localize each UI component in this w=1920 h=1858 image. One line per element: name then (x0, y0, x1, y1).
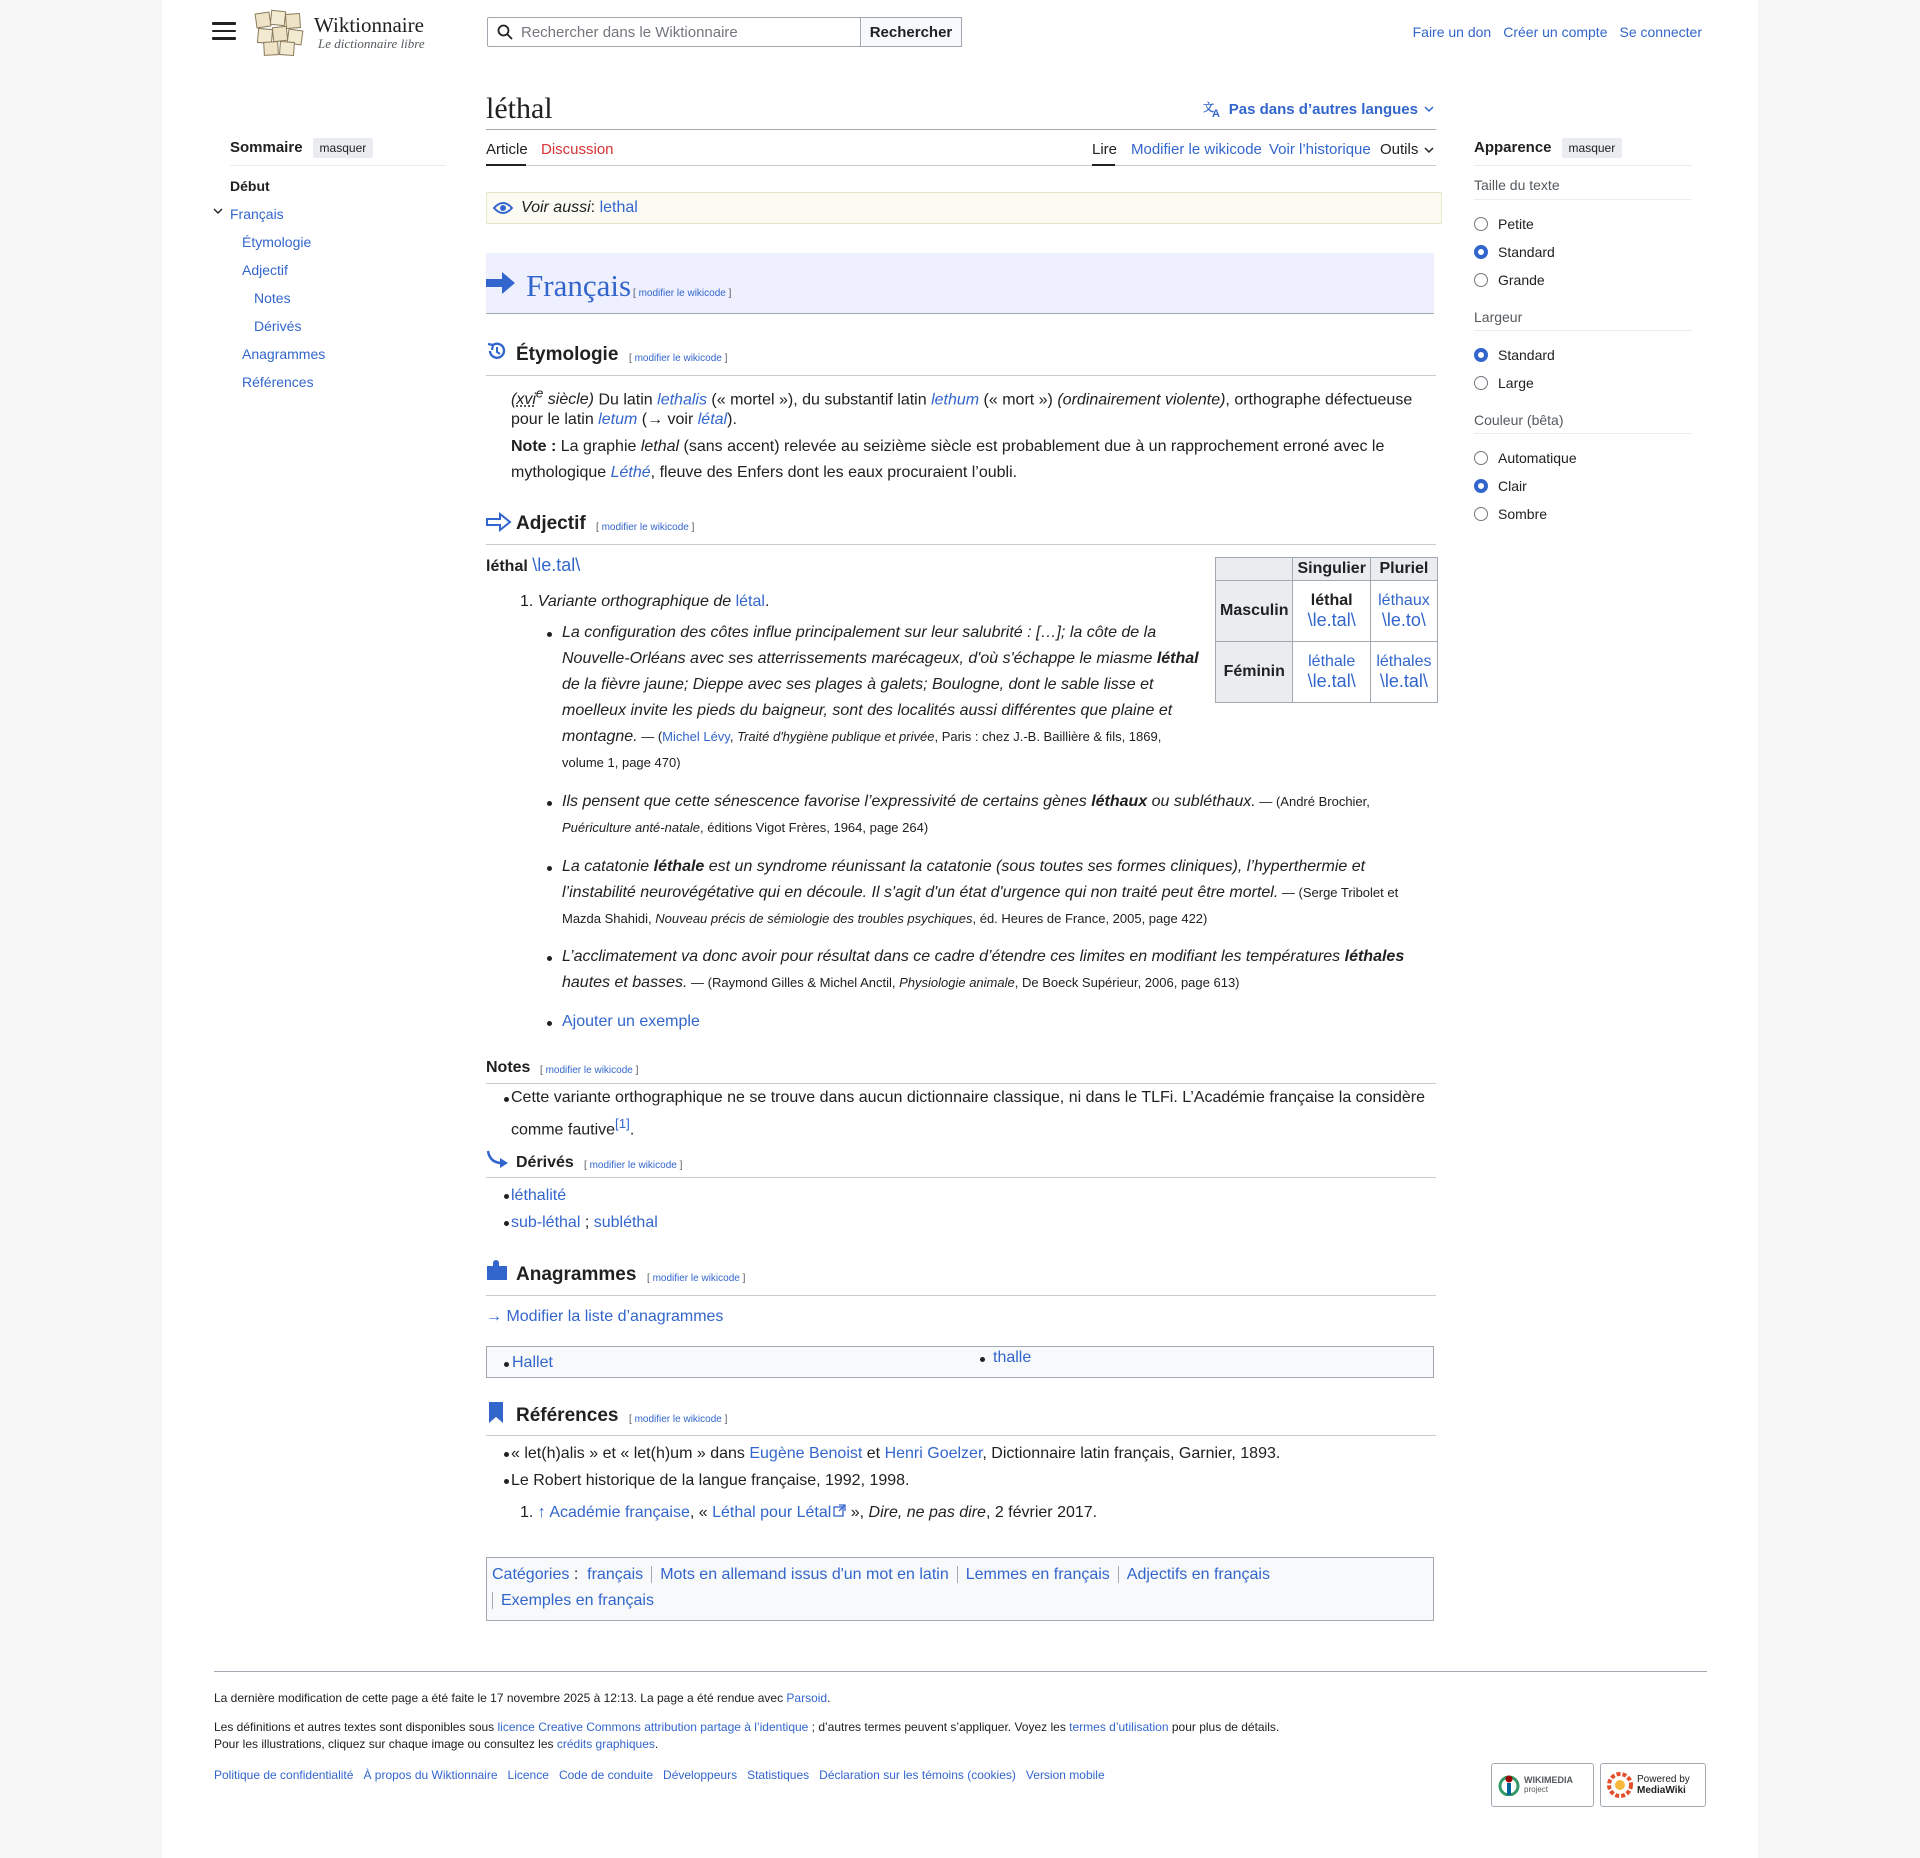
footer-link[interactable]: Déclaration sur les témoins (cookies) (819, 1768, 1016, 1782)
wikimedia-badge[interactable] (1491, 1763, 1594, 1807)
puzzle-icon (486, 1260, 510, 1282)
author-link[interactable]: Michel Lévy (662, 729, 730, 744)
menu-icon-bar (212, 37, 236, 40)
page-title: léthal (486, 92, 553, 125)
text: (« mortel »), du substantif latin (706, 391, 932, 409)
divider (486, 1177, 1436, 1178)
edit-francais[interactable]: [ modifier le wikicode ] (633, 288, 732, 299)
external-link[interactable]: Léthal pour Létal (712, 1504, 832, 1521)
pron-link[interactable]: \le.tal\ (1307, 609, 1356, 630)
text: (« mort ») (979, 391, 1053, 409)
text: ou subléthaux. (1147, 793, 1256, 810)
see-also-box (486, 192, 1442, 224)
text: . (629, 1121, 635, 1139)
separator (492, 1592, 493, 1609)
cell-ms (1293, 581, 1370, 642)
see-also-sep: : (590, 199, 596, 216)
example-1 (562, 620, 1199, 776)
tab-edit[interactable]: Modifier le wikicode (1131, 141, 1262, 158)
anagram-item[interactable]: Hallet (512, 1354, 553, 1371)
def-link[interactable]: létal (735, 593, 765, 610)
appearance-heading-label: Apparence (1474, 139, 1552, 156)
add-example-link[interactable]: Ajouter un exemple (562, 1013, 700, 1030)
toc-hide-button[interactable]: masquer (313, 138, 374, 158)
footer-link[interactable]: Licence (507, 1768, 549, 1782)
text: pour le latin (511, 411, 599, 428)
modify-anagrams-link[interactable]: → Modifier la liste d’anagrammes (486, 1308, 724, 1325)
category-link[interactable]: français (587, 1566, 644, 1583)
tab-read-underline (1092, 164, 1115, 166)
notes-text (511, 1085, 1425, 1143)
text: — (Serge Tribolet et (1278, 885, 1399, 900)
radio-label: Grande (1498, 272, 1545, 288)
text: , éditions Vigot Frères, 1964, page 264) (700, 820, 929, 835)
svg-text:A: A (1211, 108, 1220, 118)
see-also-link[interactable]: lethal (599, 199, 638, 216)
footer-link[interactable]: Politique de confidentialité (214, 1768, 354, 1782)
radio-circle (1474, 273, 1488, 287)
text: , fleuve des Enfers dont les eaux procuraient l’oubli. (650, 464, 1018, 481)
edit-anagrams[interactable]: [ modifier le wikicode ] (647, 1273, 746, 1284)
pron-link[interactable]: \le.to\ (1381, 609, 1426, 630)
mediawiki-label: MediaWiki (1637, 1785, 1686, 1796)
anagrams-heading: Anagrammes (516, 1264, 637, 1285)
logo-tagline: Le dictionnaire libre (318, 36, 425, 51)
century-rest: siècle) (543, 391, 594, 409)
edit-derived[interactable]: [ modifier le wikicode ] (584, 1160, 683, 1171)
text: La catatonie (562, 858, 654, 875)
credits-link[interactable]: crédits graphiques (556, 1737, 655, 1751)
radio-label: Standard (1498, 347, 1555, 363)
etymology-heading: Étymologie (516, 344, 619, 365)
bullet (504, 1479, 509, 1484)
text: : (569, 1566, 579, 1583)
text: Pour les illustrations, cliquez sur chaque image ou consultez les (214, 1737, 557, 1751)
tab-tools[interactable] (1380, 141, 1434, 158)
edit-link[interactable]: modifier le wikicode (601, 522, 689, 533)
radio-circle-selected (1474, 348, 1488, 362)
text: Cette variante orthographique ne se trouve dans aucun dictionnaire classique, ni dans le TLFi. L’Académie française la considère (511, 1089, 1426, 1106)
footnote-link[interactable]: ↑ Académie française (537, 1504, 690, 1521)
century: xvi (516, 391, 536, 409)
edit-link[interactable]: modifier le wikicode (634, 1414, 722, 1425)
radio-large[interactable] (1474, 375, 1534, 391)
cell-fp (1370, 642, 1437, 703)
wikimedia-label: WIKIMEDIA (1524, 1775, 1573, 1785)
pron-link[interactable]: \le.tal\ (1307, 670, 1356, 691)
text: Physiologie animale (899, 975, 1015, 990)
main-menu-button[interactable] (212, 22, 236, 42)
text: ; d’autres termes peuvent s’appliquer. Voyez les (808, 1720, 1070, 1734)
mediawiki-logo-icon (1607, 1772, 1633, 1798)
bullet (547, 632, 552, 637)
text: Du latin (594, 391, 658, 409)
radio-standard-size[interactable] (1474, 244, 1555, 260)
note-label: Note : (511, 438, 557, 455)
text: Nouvelle-Orléans avec ses atterrissements marécageux, d'où s'échappe le miasme (562, 650, 1157, 667)
ref-author-link[interactable]: Eugène Benoist (749, 1445, 863, 1462)
chevron-down-icon (1424, 146, 1434, 154)
text: moelleux invite les pieds du baigneur, sont des localités aussi différentes que plaine et (562, 702, 1173, 719)
radio-clair[interactable] (1474, 478, 1527, 494)
def-num: 1. (520, 593, 534, 610)
separator (957, 1566, 958, 1583)
letal-link[interactable]: létal (697, 411, 728, 428)
text: hautes et basses. (562, 974, 688, 991)
col-singulier: Singulier (1293, 558, 1370, 581)
category-link[interactable]: Lemmes en français (965, 1566, 1110, 1583)
anagrams-box (486, 1346, 1434, 1378)
text: (ordinairement violente) (1052, 391, 1226, 409)
text: de la fièvre jaune; Dieppe avec ses plages à galets; Boulogne, dont le sable lisse et (562, 676, 1154, 693)
toc-item-francais[interactable]: Français (230, 206, 284, 222)
chevron-down-icon (1424, 105, 1434, 113)
example-2 (562, 789, 1370, 841)
appearance-divider (1474, 165, 1692, 166)
tab-article-underline (486, 164, 526, 166)
example-4 (562, 944, 1404, 996)
radio-circle-selected (1474, 245, 1488, 259)
radio-label: Clair (1498, 478, 1527, 494)
text: mythologique (511, 464, 611, 481)
text: — (André Brochier, (1255, 794, 1370, 809)
row-feminin: Féminin (1216, 642, 1293, 703)
radio-sombre[interactable] (1474, 506, 1547, 522)
form-link[interactable]: léthaux (1378, 591, 1430, 609)
text: — ( (637, 729, 663, 744)
license-text (214, 1720, 1279, 1734)
text: , (729, 729, 738, 744)
bookmark-icon (488, 1402, 504, 1424)
edit-etymology[interactable]: [ modifier le wikicode ] (629, 353, 728, 364)
cell-mp (1370, 581, 1437, 642)
etymology-note-1 (511, 434, 1384, 460)
search-input[interactable] (487, 17, 861, 47)
letum-link[interactable]: letum (598, 411, 638, 428)
text: , Paris : chez J.-B. Baillière & fils, 1869, (934, 729, 1162, 744)
illustrations-text (214, 1737, 658, 1751)
footer-link[interactable]: Code de conduite (558, 1768, 654, 1782)
divider (1474, 330, 1692, 331)
lethum-link[interactable]: lethum (931, 391, 980, 409)
bullet (547, 1021, 552, 1026)
arrow-right-icon (486, 270, 516, 296)
text: ; (580, 1214, 594, 1231)
bullet (980, 1357, 985, 1362)
headword-line (486, 555, 580, 576)
mediawiki-badge[interactable] (1600, 1763, 1706, 1807)
bullet (504, 1097, 509, 1102)
divider (1474, 433, 1692, 434)
divider (486, 375, 1436, 376)
text: pour plus de détails. (1168, 1720, 1280, 1734)
table-corner (1216, 558, 1293, 581)
language-title: Français (526, 268, 632, 303)
notes-heading: Notes (486, 1059, 531, 1076)
appearance-hide-button[interactable]: masquer (1562, 138, 1623, 158)
edit-link[interactable]: modifier le wikicode (652, 1273, 740, 1284)
divider (1474, 199, 1692, 200)
lethe-link[interactable]: Léthé (610, 464, 651, 481)
categories-label-link[interactable]: Catégories (492, 1566, 570, 1583)
divider (486, 1435, 1436, 1436)
text: (sans accent) relevée au seizième siècle est probablement due à un rapprochement erroné avec le (679, 438, 1385, 455)
appearance-heading (1474, 138, 1622, 158)
tools-label: Outils (1380, 141, 1419, 158)
radio-circle-selected (1474, 479, 1488, 493)
reference-2: Le Robert historique de la langue française, 1992, 1998. (511, 1472, 910, 1489)
text: Puériculture anté-natale (562, 820, 701, 835)
anagram-item[interactable]: thalle (993, 1349, 1032, 1366)
text: Ils pensent que cette sénescence favorise l’expressivité de certains gènes (562, 793, 1092, 810)
headword: léthal (486, 558, 528, 575)
etymology-line-1: (xvi$^e$ siècle) Du latin lethalis (« mortel »), du substantif latin lethum (« mort ») (ordinairement violente), orthographe défectueuse (511, 386, 1413, 409)
text: (→ voir (637, 411, 698, 428)
text: Variante orthographique de (537, 593, 736, 610)
text: Traité d'hygiène publique et privée (737, 729, 935, 744)
text: comme fautive (511, 1121, 616, 1139)
tab-read[interactable]: Lire (1092, 141, 1118, 158)
text: . (654, 1737, 659, 1751)
derived-arrow-icon (486, 1149, 510, 1171)
footer-link[interactable]: Développeurs (663, 1768, 738, 1782)
language-button[interactable] (1203, 100, 1434, 118)
lethalis-link[interactable]: lethalis (657, 391, 707, 409)
derived-link[interactable]: subléthal (593, 1214, 658, 1231)
edit-link[interactable]: modifier le wikicode (638, 288, 726, 299)
text: . (764, 593, 770, 610)
text: Nouveau précis de sémiologie des troubles psychiques (655, 911, 973, 926)
user-links (1401, 24, 1702, 40)
edit-link[interactable]: modifier le wikicode (589, 1160, 677, 1171)
etymology-line-2 (511, 407, 737, 433)
edit-link[interactable]: modifier le wikicode (545, 1065, 633, 1076)
bullet (504, 1194, 509, 1199)
search-icon (497, 24, 513, 40)
divider (486, 1083, 1436, 1084)
see-also-label: Voir aussi (521, 199, 591, 216)
footer-link[interactable]: À propos du Wiktionnaire (363, 1768, 498, 1782)
powered-by-label: Powered by (1637, 1774, 1690, 1785)
wikimedia-sublabel: project (1524, 1785, 1549, 1794)
pron-link[interactable]: \le.tal\ (1379, 670, 1428, 691)
text: La dernière modification de cette page a été faite le 17 novembre 2025 à 12:13. La page a été rendue avec (214, 1691, 787, 1705)
ref-author-link[interactable]: Henri Goelzer (884, 1445, 983, 1462)
title-divider (486, 129, 1436, 130)
radio-circle (1474, 451, 1488, 465)
separator (651, 1566, 652, 1583)
terms-link[interactable]: termes d’utilisation (1069, 1720, 1169, 1734)
derived-heading: Dérivés (516, 1154, 574, 1171)
text: , Dictionnaire latin français, Garnier, 1893. (982, 1445, 1281, 1462)
tab-article[interactable]: Article (486, 141, 528, 158)
bullet (547, 866, 552, 871)
bullet (547, 956, 552, 961)
text: volume 1, page 470) (562, 755, 681, 770)
divider (486, 544, 1436, 545)
form-link[interactable]: léthale (1308, 652, 1356, 670)
inflection-table (1215, 557, 1438, 703)
toc-item-adjectif[interactable]: Adjectif (242, 262, 288, 278)
history-icon (486, 340, 508, 362)
text: l’instabilité neurovégétative qui en découle. Il s'agit d'un état d'urgence qui non traité peut être mortel. (562, 884, 1279, 901)
radio-circle (1474, 507, 1488, 521)
radio-label: Sombre (1498, 506, 1548, 522)
toc-heading-label: Sommaire (230, 139, 303, 156)
bullet (547, 801, 552, 806)
category-link[interactable]: Mots en allemand issus d'un mot en latin (660, 1566, 949, 1583)
text: léthales (1344, 948, 1405, 965)
external-link-icon (833, 1504, 846, 1517)
language-label: Pas dans d’autres langues (1228, 100, 1418, 118)
last-modified (214, 1691, 830, 1705)
text: léthale (653, 858, 705, 875)
logo-title[interactable]: Wiktionnaire (314, 13, 424, 37)
tab-history[interactable]: Voir l’historique (1269, 141, 1371, 158)
menu-icon-bar (212, 30, 236, 33)
toc-item-anagrammes[interactable]: Anagrammes (242, 346, 326, 362)
radio-circle (1474, 376, 1488, 390)
text: , De Boeck Supérieur, 2006, page 613) (1014, 975, 1240, 990)
chevron-down-icon[interactable] (212, 206, 224, 216)
radio-petite[interactable] (1474, 216, 1534, 232)
derived-item[interactable]: léthalité (511, 1187, 567, 1204)
category-link[interactable]: Adjectifs en français (1126, 1566, 1270, 1583)
text: , orthographe défectueuse (1225, 391, 1413, 409)
radio-automatique[interactable] (1474, 450, 1577, 466)
text: », (846, 1504, 869, 1521)
adjective-heading: Adjectif (516, 513, 586, 534)
text: Mazda Shahidi, (562, 911, 656, 926)
toc-item-derives[interactable]: Dérivés (254, 318, 302, 334)
toc-item-notes[interactable]: Notes (254, 290, 291, 306)
ref-link[interactable]: [1] (615, 1116, 630, 1131)
wiktionary-logo-icon[interactable] (254, 9, 304, 57)
cell-fs (1293, 642, 1370, 703)
text: est un syndrome réunissant la catatonie (sous toutes ses formes cliniques), l’hyperthermie et (704, 858, 1366, 875)
wikimedia-logo-icon (1498, 1774, 1520, 1796)
license-link[interactable]: licence Creative Commons attribution partage à l’identique (497, 1720, 809, 1734)
row-masculin: Masculin (1216, 581, 1293, 642)
translate-icon (1203, 100, 1223, 118)
text: « let(h)alis » et « let(h)um » dans (511, 1445, 750, 1462)
text: 1. (520, 1504, 534, 1521)
radio-grande[interactable] (1474, 272, 1545, 288)
bullet (504, 1452, 509, 1457)
text: , « (689, 1504, 713, 1521)
text: léthal (1156, 650, 1199, 667)
create-account-link[interactable]: Créer un compte (1503, 24, 1608, 40)
toc-item-references[interactable]: Références (242, 374, 314, 390)
color-label: Couleur (bêta) (1474, 412, 1564, 428)
reference-1 (511, 1441, 1280, 1467)
definition-1 (520, 589, 769, 615)
text-size-label: Taille du texte (1474, 177, 1560, 193)
text: léthaux (1091, 793, 1148, 810)
footer-divider (214, 1671, 1707, 1672)
search-button[interactable]: Rechercher (861, 17, 962, 47)
eye-icon (493, 201, 513, 215)
radio-label: Large (1498, 375, 1534, 391)
menu-icon (212, 22, 236, 25)
categories-box (486, 1557, 1434, 1621)
bullet (504, 1362, 509, 1367)
example-3 (562, 854, 1398, 932)
radio-label: Petite (1498, 216, 1534, 232)
etymology-note-2 (511, 460, 1017, 486)
text: montagne. (562, 728, 638, 745)
text: — (Raymond Gilles & Michel Anctil, (687, 975, 900, 990)
form-link[interactable]: léthales (1376, 652, 1432, 670)
divider (486, 1295, 1436, 1296)
category-link[interactable]: Exemples en français (501, 1592, 654, 1609)
footer-link[interactable]: Statistiques (747, 1768, 810, 1782)
derived-link[interactable]: sub-léthal (511, 1214, 581, 1231)
toc-divider (230, 165, 446, 166)
svg-text:文: 文 (1202, 102, 1214, 114)
text: , 2 février 2017. (985, 1504, 1098, 1521)
separator (1118, 1566, 1119, 1583)
search-placeholder: Rechercher dans le Wiktionnaire (521, 23, 738, 41)
text: lethal (640, 438, 680, 455)
arrow-outline-icon (486, 512, 512, 532)
text: Les définitions et autres textes sont disponibles sous (214, 1720, 498, 1734)
radio-label: Automatique (1498, 450, 1577, 466)
toc-item-debut[interactable]: Début (230, 178, 270, 194)
footnote-1 (520, 1500, 1097, 1526)
text: Dire, ne pas dire (868, 1504, 986, 1521)
width-label: Largeur (1474, 309, 1523, 325)
tabs-divider (486, 165, 1436, 166)
derived-item-2 (511, 1210, 658, 1236)
radio-label: Standard (1498, 244, 1555, 260)
text: , éd. Heures de France, 2005, page 422) (972, 911, 1208, 926)
footer-link[interactable]: Version mobile (1025, 1768, 1105, 1782)
text: et (862, 1445, 885, 1462)
login-link[interactable]: Se connecter (1619, 24, 1702, 40)
toc-heading (230, 138, 373, 158)
edit-references[interactable]: [ modifier le wikicode ] (629, 1414, 728, 1425)
text: La configuration des côtes influe principalement sur leur salubrité : […]; la côte de la (562, 624, 1157, 641)
text: léthal (1310, 591, 1353, 609)
edit-link[interactable]: modifier le wikicode (634, 353, 722, 364)
pronunciation-link[interactable]: \le.tal\ (532, 555, 581, 575)
footer-links (214, 1768, 1105, 1782)
tab-discussion[interactable]: Discussion (541, 141, 614, 158)
col-pluriel: Pluriel (1370, 558, 1437, 581)
toc-item-etymologie[interactable]: Étymologie (242, 234, 312, 250)
radio-standard-width[interactable] (1474, 347, 1555, 363)
references-heading: Références (516, 1405, 619, 1426)
text: L’acclimatement va donc avoir pour résultat dans ce cadre d’étendre ces limites en modifiant les températures (562, 948, 1345, 965)
donate-link[interactable]: Faire un don (1412, 24, 1492, 40)
text: ). (727, 411, 737, 428)
bullet (504, 1221, 509, 1226)
parsoid-link[interactable]: Parsoid (786, 1691, 828, 1705)
edit-adjective[interactable]: [ modifier le wikicode ] (596, 522, 695, 533)
text: La graphie (556, 438, 641, 455)
century-sup: e (535, 386, 544, 401)
text: . (827, 1691, 831, 1705)
edit-notes[interactable]: [ modifier le wikicode ] (540, 1065, 639, 1076)
radio-circle (1474, 217, 1488, 231)
